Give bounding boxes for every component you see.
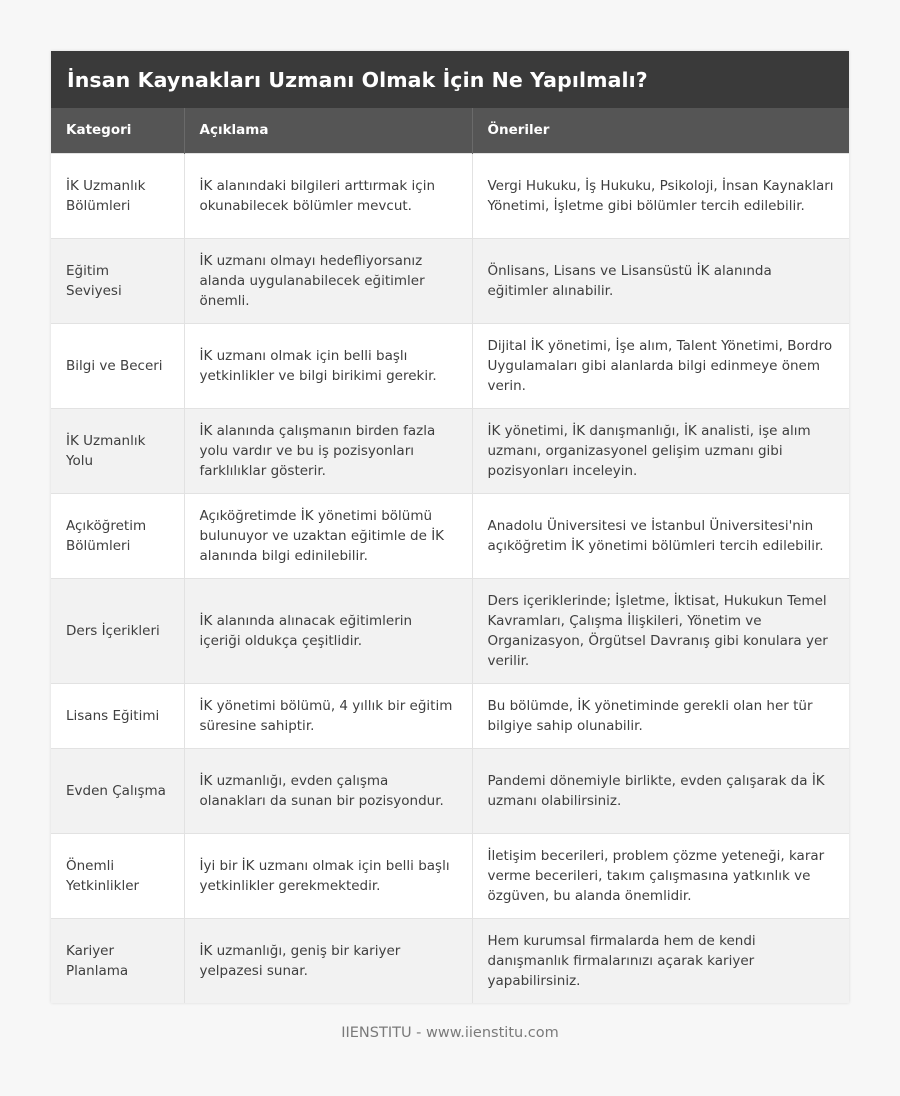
cell-oneriler: Bu bölümde, İK yönetiminde gerekli olan her tür bilgiye sahip olunabilir. [487,697,813,734]
cell-aciklama: İK uzmanı olmak için belli başlı yetkinlikler ve bilgi birikimi gerekir. [184,323,472,408]
table-row [51,493,849,578]
cell-oneriler: Önlisans, Lisans ve Lisansüstü İK alanında eğitimler alınabilir. [487,262,772,299]
column-header-kategori: Kategori [51,108,184,153]
table-row [51,683,849,748]
cell-kategori: Bilgi ve Beceri [51,323,184,408]
cell-kategori: Önemli Yetkinlikler [51,833,184,918]
cell-aciklama: İK uzmanı olmayı hedefliyorsanız alanda uygulanabilecek eğitimler önemli. [184,238,472,323]
cell-aciklama: İK uzmanlığı, evden çalışma olanakları da sunan bir pozisyondur. [184,748,472,833]
cell-oneriler: Ders içeriklerinde; İşletme, İktisat, Hukukun Temel Kavramları, Çalışma İlişkileri, Yönetim ve Organizasyon, Örgütsel Davranış gibi konulara yer verilir. [487,592,828,669]
cell-kategori: İK Uzmanlık Yolu [51,408,184,493]
table-row [51,578,849,683]
cell-kategori: Açıköğretim Bölümleri [51,493,184,578]
cell-kategori: İK Uzmanlık Bölümleri [51,153,184,238]
title-bar [51,51,849,108]
cell-aciklama: İK uzmanlığı, geniş bir kariyer yelpazesi sunar. [184,918,472,1003]
footer-credit: IIENSTITU - www.iienstitu.com [341,1025,559,1041]
cell-oneriler: İletişim becerileri, problem çözme yeteneği, karar verme becerileri, takım çalışmasına yatkınlık ve özgüven, bu alanda önemlidir. [487,847,825,904]
table-card [51,51,849,1003]
info-table [51,108,849,1003]
cell-aciklama: Açıköğretimde İK yönetimi bölümü bulunuyor ve uzaktan eğitimle de İK alanında bilgi edinilebilir. [184,493,472,578]
cell-kategori: Ders İçerikleri [51,578,184,683]
cell-kategori: Evden Çalışma [51,748,184,833]
cell-kategori: Eğitim Seviyesi [51,238,184,323]
cell-oneriler: İK yönetimi, İK danışmanlığı, İK analisti, işe alım uzmanı, organizasyonel gelişim uzmanı gibi pozisyonları inceleyin. [487,422,811,479]
table-row [51,238,849,323]
cell-aciklama: İK yönetimi bölümü, 4 yıllık bir eğitim süresine sahiptir. [184,683,472,748]
cell-aciklama: İyi bir İK uzmanı olmak için belli başlı yetkinlikler gerekmektedir. [184,833,472,918]
table-row [51,833,849,918]
column-header-aciklama: Açıklama [184,108,472,153]
table-row [51,918,849,1003]
header-row [51,108,849,153]
table-row [51,408,849,493]
cell-oneriler: Pandemi dönemiyle birlikte, evden çalışarak da İK uzmanı olabilirsiniz. [487,772,825,809]
cell-oneriler: Anadolu Üniversitesi ve İstanbul Üniversitesi'nin açıköğretim İK yönetimi bölümleri tercih edilebilir. [487,517,824,554]
table-row [51,748,849,833]
cell-kategori: Kariyer Planlama [51,918,184,1003]
cell-aciklama: İK alanındaki bilgileri arttırmak için okunabilecek bölümler mevcut. [184,153,472,238]
cell-oneriler: Hem kurumsal firmalarda hem de kendi danışmanlık firmalarınızı açarak kariyer yapabilirsiniz. [487,932,756,989]
cell-oneriler: Vergi Hukuku, İş Hukuku, Psikoloji, İnsan Kaynakları Yönetimi, İşletme gibi bölümler tercih edilebilir. [487,177,834,214]
cell-oneriler: Dijital İK yönetimi, İşe alım, Talent Yönetimi, Bordro Uygulamaları gibi alanlarda bilgi edinmeye önem verin. [487,337,833,394]
page-title: İnsan Kaynakları Uzmanı Olmak İçin Ne Yapılmalı? [67,67,648,92]
cell-kategori: Lisans Eğitimi [51,683,184,748]
table-row [51,323,849,408]
cell-aciklama: İK alanında çalışmanın birden fazla yolu vardır ve bu iş pozisyonları farklılıklar gösterir. [184,408,472,493]
cell-aciklama: İK alanında alınacak eğitimlerin içeriği oldukça çeşitlidir. [184,578,472,683]
column-header-oneriler: Öneriler [487,122,550,139]
table-row [51,153,849,238]
